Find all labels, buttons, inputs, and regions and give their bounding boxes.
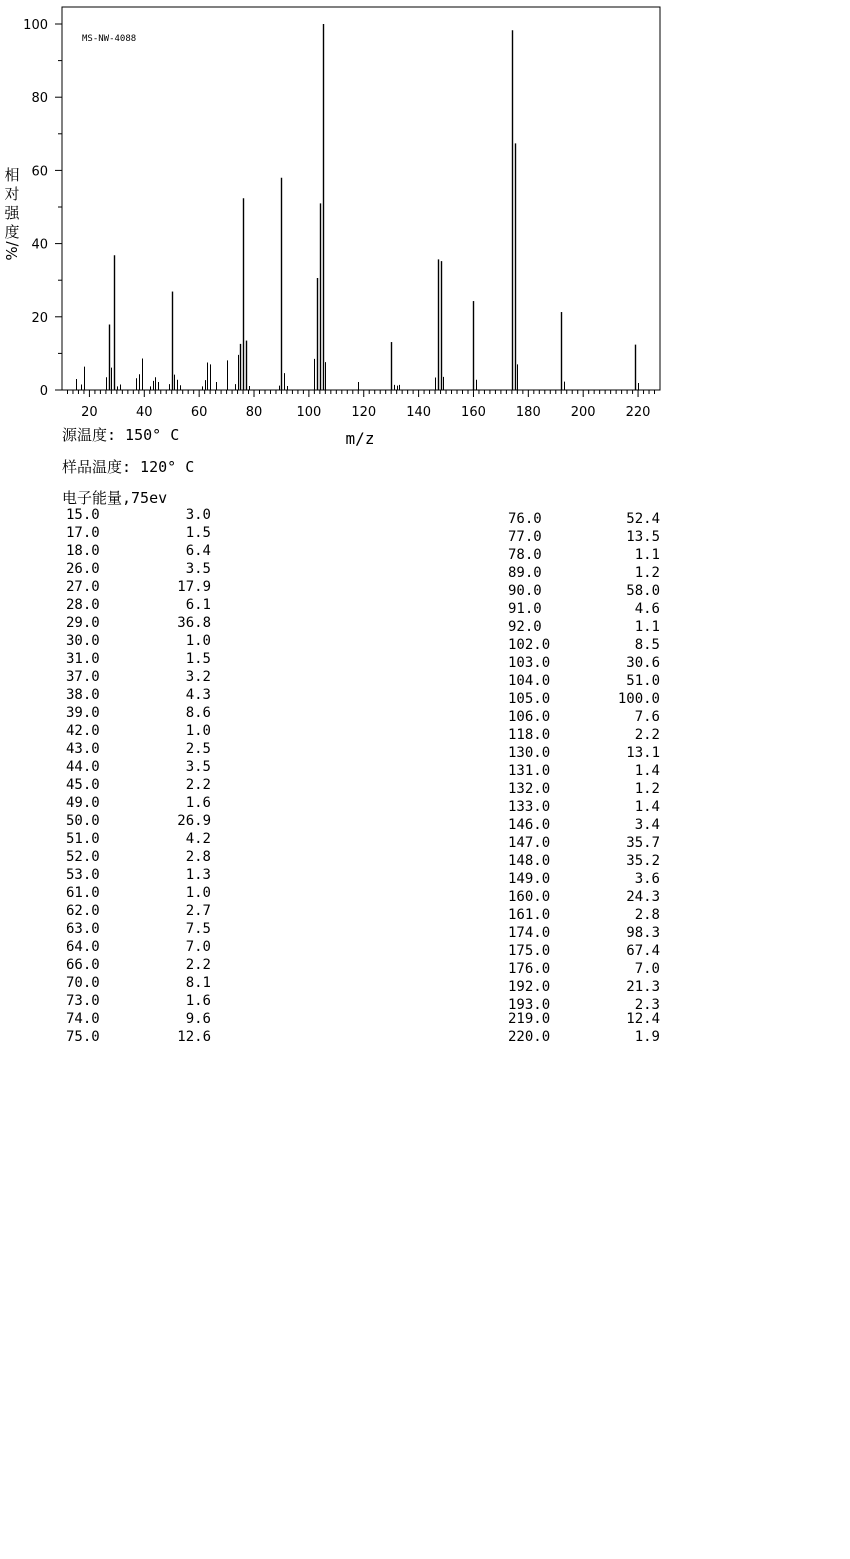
- peak-intensity: 6.4: [185, 543, 211, 559]
- y-axis-label-char: 相: [4, 166, 20, 184]
- x-tick-label: 40: [136, 405, 153, 420]
- y-axis-label-char: 强: [4, 204, 20, 222]
- peak-intensity: 12.6: [177, 1029, 211, 1045]
- peak-table-row: [66, 668, 211, 686]
- peak-intensity: 1.6: [185, 795, 211, 811]
- peak-mz: 51.0: [66, 831, 100, 847]
- peak-table-row: [508, 924, 660, 942]
- peak-mz: 92.0: [508, 619, 542, 635]
- peak-table-left: [66, 506, 211, 1046]
- peak-intensity: 1.0: [185, 885, 211, 901]
- peak-mz: 42.0: [66, 723, 100, 739]
- peak-intensity: 3.0: [185, 507, 211, 523]
- peak-mz: 44.0: [66, 759, 100, 775]
- peak-intensity: 35.2: [626, 853, 660, 869]
- source-temperature: 源温度: 150° C: [62, 426, 180, 444]
- peak-table-row: [66, 902, 211, 920]
- peak-table-row: [508, 654, 660, 672]
- peak-mz: 176.0: [508, 961, 551, 977]
- peak-mz: 38.0: [66, 687, 100, 703]
- peak-mz: 29.0: [66, 615, 100, 631]
- peak-mz: 102.0: [508, 637, 551, 653]
- peak-intensity: 2.3: [634, 997, 660, 1013]
- peak-intensity: 2.8: [634, 907, 660, 923]
- peak-mz: 31.0: [66, 651, 100, 667]
- peak-table-row: [508, 978, 660, 996]
- peak-table-row: [66, 920, 211, 938]
- peak-mz: 160.0: [508, 889, 551, 905]
- peak-table-row: [66, 686, 211, 704]
- peak-mz: 75.0: [66, 1029, 100, 1045]
- peak-intensity: 9.6: [185, 1011, 211, 1027]
- peak-intensity: 51.0: [626, 673, 660, 689]
- peak-mz: 73.0: [66, 993, 100, 1009]
- y-tick-label: 40: [31, 237, 48, 253]
- peak-table-right: [508, 510, 660, 1046]
- peak-intensity: 8.1: [185, 975, 211, 991]
- peak-mz: 15.0: [66, 507, 100, 523]
- peak-table-row: [508, 834, 660, 852]
- y-tick-label: 60: [31, 164, 48, 180]
- peak-table-row: [66, 830, 211, 848]
- peak-intensity: 100.0: [617, 691, 660, 707]
- x-axis-ticks: [67, 390, 654, 420]
- peak-table-row: [508, 888, 660, 906]
- peak-intensity: 13.5: [626, 529, 660, 545]
- peak-intensity: 24.3: [626, 889, 660, 905]
- peak-intensity: 58.0: [626, 583, 660, 599]
- peak-mz: 192.0: [508, 979, 551, 995]
- peak-intensity: 12.4: [626, 1011, 660, 1027]
- peak-table-row: [508, 798, 660, 816]
- peak-intensity: 2.5: [185, 741, 211, 757]
- x-tick-label: 80: [245, 405, 263, 420]
- peak-intensity: 7.5: [185, 921, 211, 937]
- peak-intensity: 4.2: [185, 831, 211, 847]
- peak-table-row: [508, 762, 660, 780]
- x-tick-label: 100: [296, 405, 322, 420]
- y-tick-label: 80: [31, 91, 48, 107]
- peak-table-row: [66, 542, 211, 560]
- peak-table-row: [66, 506, 211, 524]
- peak-mz: 149.0: [508, 871, 551, 887]
- peak-table-row: [508, 672, 660, 690]
- peak-mz: 53.0: [66, 867, 100, 883]
- peak-intensity: 1.5: [185, 525, 211, 541]
- peak-intensity: 4.6: [634, 601, 660, 617]
- peak-table-row: [66, 722, 211, 740]
- peak-intensity: 1.0: [185, 723, 211, 739]
- peak-table-row: [66, 650, 211, 668]
- peak-table-row: [66, 974, 211, 992]
- peak-table-row: [508, 546, 660, 564]
- peak-table-row: [508, 726, 660, 744]
- spectrum-peaks: [77, 24, 639, 390]
- peak-intensity: 1.2: [634, 565, 660, 581]
- x-axis-label: m/z: [345, 429, 375, 448]
- peak-intensity: 3.2: [185, 669, 211, 685]
- peak-mz: 146.0: [508, 817, 551, 833]
- peak-intensity: 3.5: [185, 561, 211, 577]
- peak-intensity: 21.3: [626, 979, 660, 995]
- peak-intensity: 3.6: [634, 871, 660, 887]
- y-axis-label-char: 度: [4, 223, 20, 241]
- peak-table-row: [508, 780, 660, 798]
- peak-intensity: 2.7: [185, 903, 211, 919]
- peak-mz: 45.0: [66, 777, 100, 793]
- peak-mz: 91.0: [508, 601, 542, 617]
- mass-spectrum-chart: [0, 0, 850, 450]
- peak-table-row: [508, 744, 660, 762]
- peak-table-row: [66, 866, 211, 884]
- peak-table-row: [508, 960, 660, 978]
- peak-mz: 106.0: [508, 709, 551, 725]
- y-axis-label-char: 对: [4, 185, 20, 203]
- peak-table-row: [508, 852, 660, 870]
- peak-table-row: [66, 596, 211, 614]
- peak-table-row: [66, 704, 211, 722]
- peak-mz: 103.0: [508, 655, 551, 671]
- peak-intensity: 7.6: [634, 709, 660, 725]
- peak-intensity: 7.0: [185, 939, 211, 955]
- peak-intensity: 35.7: [626, 835, 660, 851]
- peak-intensity: 3.5: [185, 759, 211, 775]
- y-tick-label: 20: [31, 310, 48, 326]
- peak-mz: 39.0: [66, 705, 100, 721]
- peak-mz: 63.0: [66, 921, 100, 937]
- peak-table-row: [66, 632, 211, 650]
- peak-table-row: [66, 956, 211, 974]
- peak-intensity: 1.9: [634, 1029, 660, 1045]
- peak-table-row: [508, 636, 660, 654]
- peak-mz: 175.0: [508, 943, 551, 959]
- peak-mz: 49.0: [66, 795, 100, 811]
- peak-intensity: 17.9: [177, 579, 211, 595]
- peak-table-row: [66, 1010, 211, 1028]
- peak-mz: 77.0: [508, 529, 542, 545]
- peak-intensity: 8.5: [634, 637, 660, 653]
- y-axis-label-char: %/: [3, 241, 21, 261]
- peak-table-row: [66, 938, 211, 956]
- spectrum-id-label: MS-NW-4088: [82, 34, 137, 44]
- peak-intensity: 26.9: [177, 813, 211, 829]
- peak-table-row: [508, 942, 660, 960]
- peak-mz: 74.0: [66, 1011, 100, 1027]
- peak-intensity: 67.4: [626, 943, 660, 959]
- y-tick-label: 0: [39, 384, 48, 399]
- peak-intensity: 52.4: [626, 511, 660, 527]
- peak-mz: 193.0: [508, 997, 551, 1013]
- x-tick-label: 160: [461, 405, 486, 420]
- sample-temperature: 样品温度: 120° C: [62, 458, 195, 476]
- peak-mz: 52.0: [66, 849, 100, 865]
- peak-table-row: [508, 1028, 660, 1046]
- peak-table-row: [66, 524, 211, 542]
- x-tick-label: 140: [406, 405, 432, 420]
- peak-table-row: [508, 618, 660, 636]
- peak-intensity: 98.3: [626, 925, 660, 941]
- peak-intensity: 2.2: [634, 727, 660, 743]
- peak-table-row: [66, 614, 211, 632]
- peak-intensity: 13.1: [626, 745, 660, 761]
- peak-mz: 30.0: [66, 633, 100, 649]
- peak-table-row: [66, 992, 211, 1010]
- peak-mz: 62.0: [66, 903, 100, 919]
- peak-table-row: [508, 870, 660, 888]
- peak-intensity: 8.6: [185, 705, 211, 721]
- peak-mz: 219.0: [508, 1011, 551, 1027]
- plot-frame: [62, 7, 660, 390]
- y-axis-label: [3, 166, 21, 261]
- peak-table-row: [66, 776, 211, 794]
- peak-mz: 76.0: [508, 511, 542, 527]
- peak-mz: 147.0: [508, 835, 551, 851]
- peak-mz: 28.0: [66, 597, 100, 613]
- peak-mz: 130.0: [508, 745, 551, 761]
- peak-table-row: [508, 528, 660, 546]
- peak-mz: 43.0: [66, 741, 100, 757]
- peak-table-row: [66, 812, 211, 830]
- peak-intensity: 4.3: [185, 687, 211, 703]
- peak-intensity: 6.1: [185, 597, 211, 613]
- peak-table-row: [508, 690, 660, 708]
- x-tick-label: 200: [570, 405, 596, 420]
- peak-table-row: [508, 816, 660, 834]
- peak-mz: 89.0: [508, 565, 542, 581]
- peak-intensity: 1.4: [634, 763, 660, 779]
- peak-table-row: [66, 560, 211, 578]
- peak-intensity: 2.8: [185, 849, 211, 865]
- peak-mz: 61.0: [66, 885, 100, 901]
- peak-mz: 220.0: [508, 1029, 551, 1045]
- peak-table-row: [66, 1028, 211, 1046]
- x-tick-label: 60: [190, 405, 208, 420]
- peak-table-row: [66, 758, 211, 776]
- peak-mz: 27.0: [66, 579, 100, 595]
- x-tick-label: 120: [351, 405, 377, 420]
- peak-table-row: [66, 794, 211, 812]
- peak-table-row: [66, 578, 211, 596]
- peak-table-row: [508, 1010, 660, 1028]
- peak-mz: 174.0: [508, 925, 551, 941]
- peak-table-row: [66, 740, 211, 758]
- x-tick-label: 180: [515, 405, 541, 420]
- peak-intensity: 1.4: [634, 799, 660, 815]
- y-axis-ticks: [23, 18, 62, 399]
- peak-table-row: [508, 906, 660, 924]
- peak-table-row: [66, 848, 211, 866]
- peak-mz: 148.0: [508, 853, 551, 869]
- x-tick-label: 220: [625, 405, 651, 420]
- peak-mz: 64.0: [66, 939, 100, 955]
- peak-intensity: 1.6: [185, 993, 211, 1009]
- peak-intensity: 30.6: [626, 655, 660, 671]
- peak-mz: 66.0: [66, 957, 100, 973]
- peak-mz: 133.0: [508, 799, 551, 815]
- peak-intensity: 2.2: [185, 957, 211, 973]
- peak-mz: 90.0: [508, 583, 542, 599]
- y-tick-label: 100: [23, 18, 48, 33]
- peak-mz: 105.0: [508, 691, 551, 707]
- peak-intensity: 1.1: [634, 547, 660, 563]
- peak-intensity: 36.8: [177, 615, 211, 631]
- peak-table-row: [508, 600, 660, 618]
- peak-intensity: 1.0: [185, 633, 211, 649]
- peak-mz: 70.0: [66, 975, 100, 991]
- peak-table-row: [508, 582, 660, 600]
- peak-mz: 118.0: [508, 727, 551, 743]
- electron-energy: 电子能量,75ev: [62, 489, 168, 507]
- peak-intensity: 1.2: [634, 781, 660, 797]
- peak-mz: 131.0: [508, 763, 551, 779]
- peak-table-row: [508, 510, 660, 528]
- peak-intensity: 2.2: [185, 777, 211, 793]
- peak-intensity: 1.5: [185, 651, 211, 667]
- peak-mz: 132.0: [508, 781, 551, 797]
- peak-mz: 78.0: [508, 547, 542, 563]
- peak-intensity: 1.1: [634, 619, 660, 635]
- peak-intensity: 3.4: [634, 817, 660, 833]
- peak-table-row: [508, 708, 660, 726]
- peak-mz: 161.0: [508, 907, 551, 923]
- peak-table-row: [508, 564, 660, 582]
- x-tick-label: 20: [81, 405, 98, 420]
- peak-mz: 17.0: [66, 525, 100, 541]
- peak-mz: 104.0: [508, 673, 551, 689]
- peak-mz: 26.0: [66, 561, 100, 577]
- peak-intensity: 7.0: [634, 961, 660, 977]
- peak-mz: 18.0: [66, 543, 100, 559]
- peak-mz: 37.0: [66, 669, 100, 685]
- peak-mz: 50.0: [66, 813, 100, 829]
- peak-table-row: [66, 884, 211, 902]
- peak-intensity: 1.3: [185, 867, 211, 883]
